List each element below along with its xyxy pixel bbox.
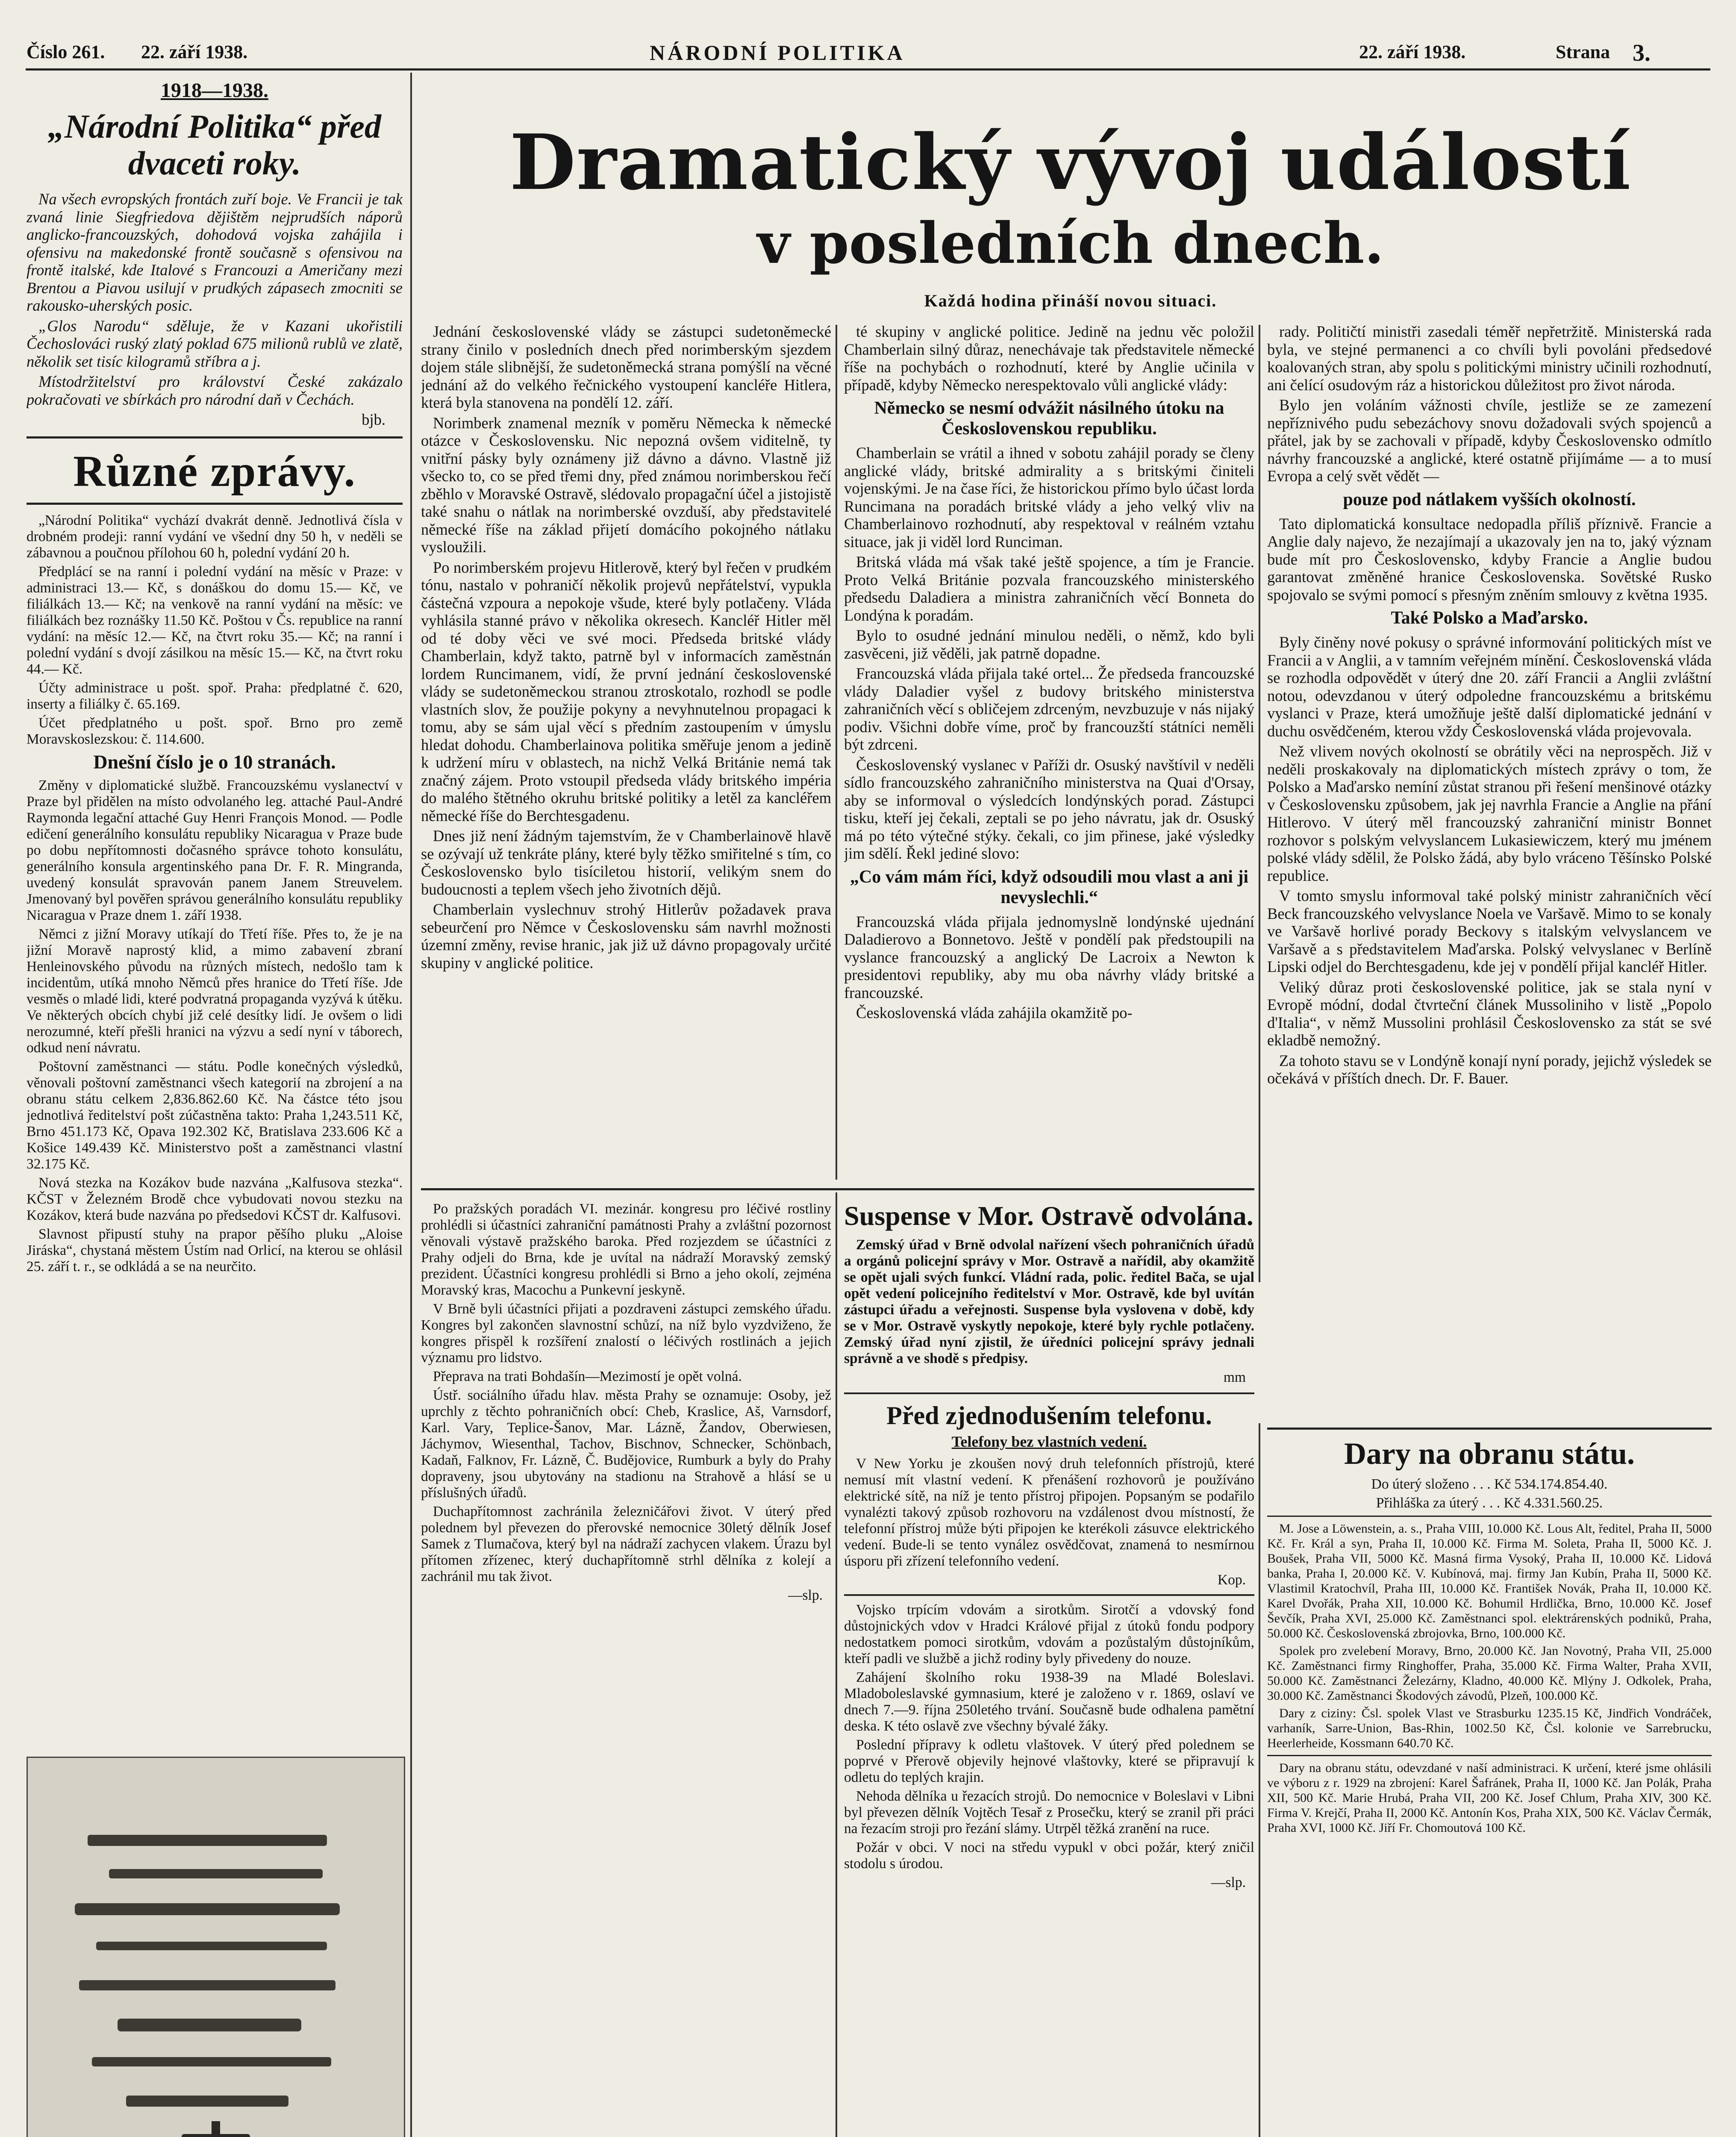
news-paragraph: Ústř. sociálního úřadu hlav. města Prahy se oznamuje: Osoby, jež uprchly z těchto pohraničních obcí: Cheb, Kraslice, Aš, Varnsdorf, Karl. Vary, Teplice-Šanov, Mar. Lázně, Žandov, Oberwiesen, Jáchymov, Wiesenthal, Tachov, Bischnov, Schnecker, Schönbach, Kadaň, Falknov, Fr. Lázně, Č. Budějovice, Rumburk a byly do Prahy dopraveny, jsou ubytovány na stadionu na Strahově a hlásí se u příslušných úřadů. (421, 1387, 831, 1501)
lead-paragraph: Norimberk znamenal mezník v poměru Německa k německé otázce v Československu. Nic nepozná ovšem viditelně, ty vnitřní pásky byly oznámeny již dávno a dávno. Vlastně již všecko to, co se před třemi dny, před známou norimberskou řečí zběhlo v Moravské Ostravě, slédovalo propagační účel a jistojistě také snahu o nátlak na norimberské ovzduší, aby představitelé německé říše na základ přijetí domácího pokojného nátlaku vysloužili. (421, 414, 831, 556)
news-paragraph: Po pražských poradách VI. mezinár. kongresu pro léčivé rostliny prohlédli si účastníci zahraniční památnosti Prahy a zvláštní pozornost věnovali výstavě pražského baroka. Před rozjezdem se účastníci z Prahy odjeli do Brna, kde je uvítal na nádraží Moravský zemský prezident. Účastníci kongresu prohlédli si Brno a jeho okolí, zejména Moravský kras, Macochu a Punkevní jeskyně. (421, 1201, 831, 1298)
box-prazske (421, 1201, 831, 2137)
page-number: 3. (1633, 40, 1651, 66)
dary-title: Dary na obranu státu. (1344, 1436, 1635, 1471)
dary-paragraph: Spolek pro zvelebení Moravy, Brno, 20.000 Kč. Jan Novotný, Praha VII, 25.000 Kč. Zaměstnanci firmy Ringhoffer, Praha, 35.000 Kč. Firma Walter, Praha XVII, 50.000 Kč. Zaměstnanci Železárny, Kladno, 40.000 Kč. Mlýny J. Odkolek, Praha, 30.000 Kč. Zaměstnanci Škodových závodů, Plzeň, 100.000 Kč. (1267, 1644, 1712, 1703)
ruzne-paragraph: „Národní Politika“ vychází dvakrát denně. Jednotlivá čísla v drobném prodeji: ranní vydání ve všední dny 50 h, v neděli se zábavnou a poučnou přílohou 60 h, polední vydání 20 h. (26, 512, 403, 561)
lead-paragraph: Československý vyslanec v Paříži dr. Osuský navštívil v neděli sídlo francouzského zahraničního ministerstva na Quai d'Orsay, aby se informoval o výsledcích londýnských porad. Zástupci tisku, kteří jej čekali, zeptali se po jeho návratu, jak dr. Osuský má po této výtečné stýky. čekali, co jim přinese, jaké výsledky jim sdělí. Řekl jediné slovo: (844, 756, 1254, 862)
news-paragraph: Zahájení školního roku 1938-39 na Mladé Boleslavi. Mladoboleslavské gymnasium, které je založeno v r. 1869, oslaví ve dnech 7.—9. října 250letého trvání. Současně bude odhalena pamětní deska. K této oslavě zve všechny bývalé žáky. (844, 1669, 1254, 1734)
dary-paragraph: M. Jose a Löwenstein, a. s., Praha VIII, 10.000 Kč. Lous Alt, ředitel, Praha II, 5000 Kč. Fr. Král a syn, Praha II, 10.000 Kč. Firma M. Soleta, Praha II, 5000 Kč. J. Boušek, Praha VII, 5000 Kč. Masná firma Vysoký, Praha II, 10.000 Kč. Lidová banka, Praha I, 20.000 Kč. V. Kubínová, maj. firmy Jan Kubín, Praha II, 5000 Kč. Vlastimil Kratochvíl, Praha III, 10.000 Kč. František Novák, Praha II, 10.000 Kč. Karel Dvořák, Praha XII, 10.000 Kč. Bohumil Hrdlička, Brno, 10.000 Kč. Josef Ševčík, Praha XVI, 25.000 Kč. Zaměstnanci spol. elektrárenských podniků, Praha, 50.000 Kč. Československá zbrojovka, Brno, 100.000 Kč. (1267, 1522, 1712, 1640)
ruzne-paragraph: Účty administrace u pošt. spoř. Praha: předplatné č. 620, inserty a filiálky č. 65.169. (26, 680, 403, 712)
news-paragraph: Požár v obci. V noci na středu vypukl v obci požár, který zničil stodolu s úrodou. (844, 1840, 1254, 1872)
pages-note: Dnešní číslo je o 10 stranách. (93, 751, 336, 773)
masthead-rule (26, 68, 1710, 71)
date-right: 22. září 1938. (1359, 41, 1466, 62)
lead-paragraph: Chamberlain se vrátil a ihned v sobotu zahájil porady se členy anglické vlády, britské admirality a s britskými činiteli vojenskými. Je na čase říci, že historickou přímo bylo účast lorda Runcimana na poradách britské vlády a jeho velký vliv na Chamberlainovo rozhodnutí, aby respektoval v reálném vztahu situace, jak ji viděl lord Runciman. (844, 444, 1254, 550)
lead-paragraph: V tomto smyslu informoval také polský ministr zahraničních věcí Beck francouzského velvyslance Noela ve Varšavě. Mimo to se konaly ve Varšavě horlivé porady Beckovy s italským velvyslancem ve Varšavě a s představitelem Maďarska. Polský velvyslanec v Berlíně Lipski odjel do Berchtesgadenu, kde jej v pondělí přijal kancléř Hitler. (1267, 887, 1712, 975)
ruzne-paragraph: Slavnost připustí stuhy na prapor pěšího pluku „Aloise Jiráska“, chystaná městem Ústím nad Orlicí, na kterou se ohlásil 25. září t. r., se odkládá a se na neurčito. (26, 1226, 403, 1275)
section-rule (844, 1392, 1254, 1394)
telefon-title: Před zjednodušením telefonu. (886, 1401, 1212, 1430)
telefon-signature: Kop. (1217, 1572, 1246, 1588)
dary-paragraph: Dary na obranu státu, odevzdané v naší administraci. K určení, které jsme ohlásili ve výboru z r. 1929 na zbrojení: Karel Šafránek, Praha II, 1000 Kč. Jan Polák, Praha XII, 500 Kč. Marie Hrubá, Praha VII, 200 Kč. Josef Chlum, Praha XIV, 300 Kč. Firma V. Krejčí, Praha II, 2000 Kč. Antonín Kos, Praha XIX, 500 Kč. Václav Čermák, Praha XVI, 1000 Kč. Jiří Fr. Chomoutová 100 Kč. (1267, 1761, 1712, 1835)
column-divider (836, 325, 837, 1180)
suspense-paragraph: Zemský úřad v Brně odvolal nařízení všech pohraničních úřadů a orgánů policejní správy v Mor. Ostravě a nařídil, aby okamžitě se opět ujali svých funkcí. Vládní rada, polic. ředitel Bača, se ujal opět vedení policejního ředitelství v Mor. Ostravě, kde byl uvítán zástupci úřadu a veřejnosti. Suspense byla vyslovena v době, kdy se v Mor. Ostravě vyskytly nepokoje, které byly rychle potlačeny. Zemský úřad nyní zjistil, že úředníci policejní správy jednali správně a ve shodě s předpisy. (844, 1237, 1254, 1366)
lead-paragraph: Tato diplomatická konsultace nedopadla příliš příznivě. Francie a Anglie daly najevo, že nezajímají a ukazovaly jen na to, jaký význam bude mít pro Československo, kdyby Francie a Anglie budou garantovat změněné hranice Československa. Sovětské Rusko spojovalo se svými pomocí s přesným zněním smlouvy z května 1935. (1267, 515, 1712, 603)
section-rule (844, 1594, 1254, 1596)
date-left: 22. září 1938. (141, 41, 248, 62)
lead-paragraph: Chamberlain vyslechnuv strohý Hitlerův požadavek prava sebeurčení pro Němce v Československu sám navrhl možnosti územní změny, revise hranic, jak již už dávno propagovaly určité skupiny v anglické politice. (421, 901, 831, 971)
lead-column-1 (421, 323, 831, 1182)
history-paragraph: „Glos Narodu“ sděluje, že v Kazani ukořistili Čechoslováci ruský zlatý poklad 675 milionů rublů ve zlatě, několik set tisíc kilogramů stříbra a j. (26, 317, 403, 370)
history-title: „Národní Politika“ před dvaceti roky. (47, 108, 382, 182)
page-label: Strana (1556, 41, 1610, 62)
lead-quote: „Co vám mám říci, když odsoudili mou vlast a ani ji nevyslechli.“ (850, 867, 1249, 907)
section-rule (26, 436, 403, 439)
lead-subheading: pouze pod nátlakem vyšších okolností. (1343, 489, 1636, 509)
lead-headline-line2: v posledních dnech. (757, 210, 1384, 277)
column-divider (1259, 325, 1260, 1282)
weapons-photo-illustration (28, 1758, 404, 2137)
section-rule (1267, 1755, 1712, 1756)
lead-paragraph: Než vlivem nových okolností se obrátily věci na neprospěch. Již v neděli proskakovaly na diplomatických místech zprávy o tom, že Polsko a Maďarsko nemíní zůstat stranou při řešení menšinové otázky v Československu způsobem, jak jej navrhla Francie a Anglie na přání Hitlerovo. V úterý měl francouzský zahraniční ministr Bonnet rozhovor s polským velvyslancem Lukasiewiczem, který mu jménem polské vlády sdělil, že Polsko žádá, aby bylo vráceno Těšínsko Polské republice. (1267, 742, 1712, 884)
suspense-title: Suspense v Mor. Ostravě odvolána. (844, 1201, 1253, 1231)
section-rule (26, 503, 403, 505)
section-rule (1267, 1516, 1712, 1517)
lead-paragraph: Po norimberském projevu Hitlerově, který byl řečen v prudkém tónu, nastalo v pohraničí několik projevů nepřátelství, vypukla částečná vzpoura a nepokoje všude, které byly potlačeny. Vláda vyhlásila stanné právo v několika okresech. Kancléř Hitler měl od té doby věci ve své moci. Předseda britské vlády Chamberlain, když takto, patrně byl v informacích zaměstnán lordem Runcimanem, vidí, že první jednání československé vlády se sudetoněmeckou stranou ztroskotalo, rozhodl se podle vlastních slov, že použije pokyny a nevyhnutelnou propagaci k tomu, aby se sám ujal věcí s předním zastoupením v úmyslu hledat dohodu. Chamberlainova politika směřuje jenom a jedině k udržení míru v oblastech, na nichž Velká Británie nemá tak značný zájem. Proto vstoupil předseda vlády britského impéria do malého štětného okruhu britské politiky a letěl za kancléřem německé říše do Berchtesgadenu. (421, 558, 831, 824)
column-divider (410, 73, 412, 2137)
lead-paragraph: Bylo to osudné jednání minulou neděli, o němž, kdo byli zasvěceni, již věděli, jak patrně dopadne. (844, 627, 1254, 662)
lead-paragraph: rady. Političtí ministři zasedali téměř nepřetržitě. Ministerská rada byla, ve stejné permanenci a co chvíli byli povoláni předsedové koalovaných stran, aby spolu s politickými ministry učinili rozhodnutí, ani čelící osudovým ráz a historickou důležitost pro život národa. (1267, 323, 1712, 394)
column-divider (1259, 1423, 1260, 2137)
lead-paragraph: Dnes již není žádným tajemstvím, že v Chamberlainově hlavě se ozývají už tenkráte plány, které byly těžko smiřitelné s tím, co Československo bylo tisíciletou historií, velikým snem do budoucnosti a teplem všech jeho životních dějů. (421, 827, 831, 898)
history-years: 1918—1938. (161, 79, 268, 102)
ruzne-paragraph: Předplácí se na ranní i polední vydání na měsíc v Praze: v administraci 13.— Kč, s donáškou do domu 15.— Kč, ve filiálkách 13.— Kč; na venkově na ranní vydání na měsíc: ve filiálkách bez roznášky 11.50 Kč. Poštou v Čs. republice na ranní vydání: na měsíc 12.— Kč, na čtvrt roku 35.— Kč; na ranní i polední vydání s dvojí zásilkou na měsíc 15.— Kč, na čtvrt roku 44.— Kč. (26, 563, 403, 677)
lead-paragraph: Za tohoto stavu se v Londýně konají nyní porady, jejichž výsledek se očekává v příštích dnech. Dr. F. Bauer. (1267, 1051, 1712, 1087)
lead-paragraph: Francouzská vláda přijala jednomyslně londýnské ujednání Daladierovo a Bonnetovo. Ještě v pondělí pak předstoupili na vyslance francouzský a anglický De Lacroix a Newton k presidentovi republiky, aby mu oba návrhy vlády britské a francouzské. (844, 912, 1254, 1001)
news-paragraph: V Brně byli účastníci přijati a pozdraveni zástupci zemského úřadu. Kongres byl zakončen slavnostní schůzí, na níž bylo vyzdviženo, že kongres přispěl k rozšíření znalostí o léčivých rostlinách a jejich významu pro lidstvo. (421, 1301, 831, 1366)
lead-headline-line1: Dramatický vývoj událostí (509, 118, 1632, 207)
issue-number: Číslo 261. (26, 41, 105, 62)
lead-paragraph: té skupiny v anglické politice. Jedině na jednu věc položil Chamberlain silný důraz, nenechávaje tak představitele německé říše na pochybách o rozhodnutí, které by Anglie učinila v případě, kdyby Německo nerespektovalo vůli anglické vlády: (844, 323, 1254, 394)
suspense-signature: mm (1223, 1369, 1246, 1385)
middle-news-column (844, 1201, 1254, 2137)
lead-paragraph: Veliký důraz proti československé politice, jak se stala nyní v Evropě módní, dodal čtvrteční článek Mussoliniho v listě „Popolo d'Italia“, v němž Mussolini prohlásil Československo za stát se své ekladbě nemožný. (1267, 978, 1712, 1049)
ruzne-title: Různé zprávy. (73, 446, 356, 496)
lead-paragraph: Bylo jen voláním vážnosti chvíle, jestliže se ze zamezení nepříznivého pudu sebezáchovy snovu dožadovali svých spojenců a přátel, jak by se zachovali v případě, kdyby Československo odmítlo návrhy francouzské a anglické, které ostatně přijímáme — a to musí Evropa a celý svět vědět — (1267, 396, 1712, 485)
telefon-subtitle: Telefony bez vlastních vedení. (951, 1433, 1147, 1450)
news-paragraph: Poslední přípravy k odletu vlaštovek. V úterý před polednem se poprvé v Přerově objevily hejnové vlaštovky, které se připravují k odletu do teplých krajin. (844, 1737, 1254, 1785)
section-rule (1267, 1428, 1712, 1430)
news-paragraph: Nehoda dělníka u řezacích strojů. Do nemocnice v Boleslavi v Libni byl převezen dělník Vojtěch Tesař z Prosečku, který se zranil při práci na řezacím stroji pro řezání slámy. Utrpěl těžká zranění na ruce. (844, 1788, 1254, 1837)
news-paragraph: Přeprava na trati Bohdašín—Mezimostí je opět volná. (433, 1369, 742, 1384)
ruzne-paragraph: Změny v diplomatické službě. Francouzskému vyslanectví v Praze byl přidělen na místo odvolaného leg. attaché Paul-André Raymonda legační attaché Guy Henri François Monod. — Podle edičení generálního konsulátu republiky Nicaragua v Praze bude po dobu nepřítomnosti dočasného správce tohoto konsulátu, generálního konsula argentinského pana Dr. F. R. Mingranda, uvedený konsulát spravován panem Janem Streuvelem. Jmenovaný byl pověřen správou generálního konsulátu republiky Nicaragua v Praze dnem 1. září 1938. (26, 777, 403, 923)
history-paragraph: Na všech evropských frontách zuří boje. Ve Francii je tak zvaná linie Siegfriedova dějištěm nejprudších náporů anglicko-francouzských, dohodová vojska zahájila i ofensivu na makedonské frontě současně s ofensivou na frontě italské, kde Italové s Francouzi a Američany mezi Brentou a Piavou usilují v prudkých zápasech zmocniti se rakousko-uherských posic. (26, 190, 403, 314)
column-divider (836, 1192, 837, 2137)
lead-subhead: Každá hodina přináší novou situaci. (924, 291, 1217, 310)
lead-paragraph: Britská vláda má však také ještě spojence, a tím je Francie. Proto Velká Británie pozvala francouzského ministerského předsedu Daladiera a ministra zahraničních věcí Bonneta do Londýna k poradám. (844, 553, 1254, 624)
ruzne-paragraph: Účet předplatného u pošt. spoř. Brno pro země Moravskoslezskou: č. 114.600. (26, 715, 403, 747)
dary-paragraph: Dary z ciziny: Čsl. spolek Vlast ve Strasburku 1235.15 Kč, Jindřich Vondráček, varhaník, Sarre-Union, Bas-Rhin, 1002.50 Kč, Čsl. kolonie ve Sarrebrucku, Heerlerheide, Kossmann 640.70 Kč. (1267, 1706, 1712, 1750)
lead-paragraph: Československá vláda zahájila okamžitě po- (856, 1004, 1133, 1021)
news-paragraph: Duchapřítomnost zachránila železničářovi život. V úterý před polednem byl převezen do přerovské nemocnice 30letý dělník Josef Samek z Tlumačova, který byl na nádraží zachycen vlakem. Úrazu byl přítomen zřízenec, který duchapřítomně strhl dělníka z kolejí a zachránil mu tak život. (421, 1504, 831, 1584)
box-signature: —slp. (788, 1587, 823, 1603)
history-paragraph: Místodržitelství pro království České zakázalo pokračovati ve sbírkách pro národní daň v Čechách. (26, 373, 403, 408)
history-signature: bjb. (362, 411, 385, 428)
section-rule (421, 1188, 1254, 1190)
lead-subheading: Také Polsko a Maďarsko. (1391, 608, 1588, 628)
lead-subheading: Německo se nesmí odvážit násilného útoku na Československou republiku. (874, 398, 1224, 439)
news-signature: —slp. (1211, 1875, 1246, 1890)
newspaper-flag: NÁRODNÍ POLITIKA (650, 41, 905, 65)
lead-paragraph: Francouzská vláda přijala také ortel... Že předseda francouzské vlády Daladier vyšel z budovy britského ministerstva zahraničních věcí s obličejem zdrceným, nevzbuzuje v nás nijaký podiv. Všichni dobře víme, proč by francouzští státníci neměli být zdrceni. (844, 665, 1254, 753)
ruzne-paragraph: Poštovní zaměstnanci — státu. Podle konečných výsledků, věnovali poštovní zaměstnanci všech kategorií na zbrojení a na obranu státu celkem 2,836.862.60 Kč. Na částce této jsou jednotlivá ředitelství pošt zúčastněna takto: Praha 1,243.511 Kč, Brno 451.173 Kč, Opava 192.302 Kč, Bratislava 233.606 Kč a Košice 149.439 Kč. Ministerstvo pošt a zaměstnanci vlastní 32.175 Kč. (26, 1058, 403, 1172)
telefon-paragraph: V New Yorku je zkoušen nový druh telefonních přístrojů, které nemusí mít vlastní vedení. K přenášení rozhovorů je používáno elektrické sítě, na níž je tento přístroj připojen. Popsaným se podařilo vynalézti takový způsob rozhovoru na vzdálenost dvou místností, že telefonní přístroj může býti připojen ke kterékoli zásuvce elektrického vedení. Bude-li se tento vynález osvědčovat, znamená to nesmírnou úsporu při zřízení telefonního vedení. (844, 1456, 1254, 1569)
history-body (26, 190, 403, 429)
ruzne-paragraph: Němci z jižní Moravy utíkají do Třetí říše. Přes to, že je na jižní Moravě naprostý klid, a mimo zabavení zbraní Henleinovského původu na různých místech, nedošlo tam k incidentům, utíká mnoho Němců přes hranice do Třetí říše. Jde vesměs o mladé lidi, které podvratná propaganda vyzývá k útěku. Ve některých obcích chybí již celé desítky lidí. Je ovšem o lidi nerozumné, kteří přešli hranici na výzvu a sedí nyní v táborech, odkud není návratu. (26, 926, 403, 1056)
lead-paragraph: Byly činěny nové pokusy o správné informování politických míst ve Francii a v Anglii, a v tamním veřejném mínění. Československá vláda se rozhodla odpovědět v úterý dne 20. září Francii a Anglii zvláštní notou, odevzdanou v úterý odpoledne francouzskému a britskému vyslanci v Praze, která umožňuje ještě další diplomatické jednání v duchu osvědčeném, kterou vždy Československá vláda projevovala. (1267, 633, 1712, 740)
lead-paragraph: Jednání československé vlády se zástupci sudetoněmecké strany činilo v posledních dnech před norimberským sjezdem dojem stále slibnější, že sudetoněmecká strana pomýšlí na věcné jednání až do velkého řečnického vystoupení kancléře Hitlera, která byla stanovena na pondělí 12. září. (421, 323, 831, 411)
weapons-photo (26, 1757, 405, 2137)
news-paragraph: Vojsko trpícím vdovám a sirotkům. Sirotčí a vdovský fond důstojnických vdov v Hradci Králové přijal z útoků fondu podpory nedostatkem pomoci sirotkům, vdovám a pozůstalým důstojníkům, kteří padli ve službě a jichž rodiny byly přivedeny do nouze. (844, 1602, 1254, 1666)
lead-column-3 (1267, 323, 1712, 1417)
dary-intro: Do úterý složeno . . . Kč 534.174.854.40. (1371, 1476, 1608, 1492)
ruzne-body (26, 512, 403, 1275)
dary-column (1267, 1436, 1712, 2137)
ruzne-paragraph: Nová stezka na Kozákov bude nazvána „Kalfusova stezka“. KČST v Železném Brodě chce vybudovati novou stezku na Kozákov, která bude nazvána po předsedovi KČST dr. Kalfusovi. (26, 1174, 403, 1223)
lead-column-2 (844, 323, 1254, 1182)
dary-intro: Přihláška za úterý . . . Kč 4.331.560.25. (1376, 1495, 1603, 1511)
